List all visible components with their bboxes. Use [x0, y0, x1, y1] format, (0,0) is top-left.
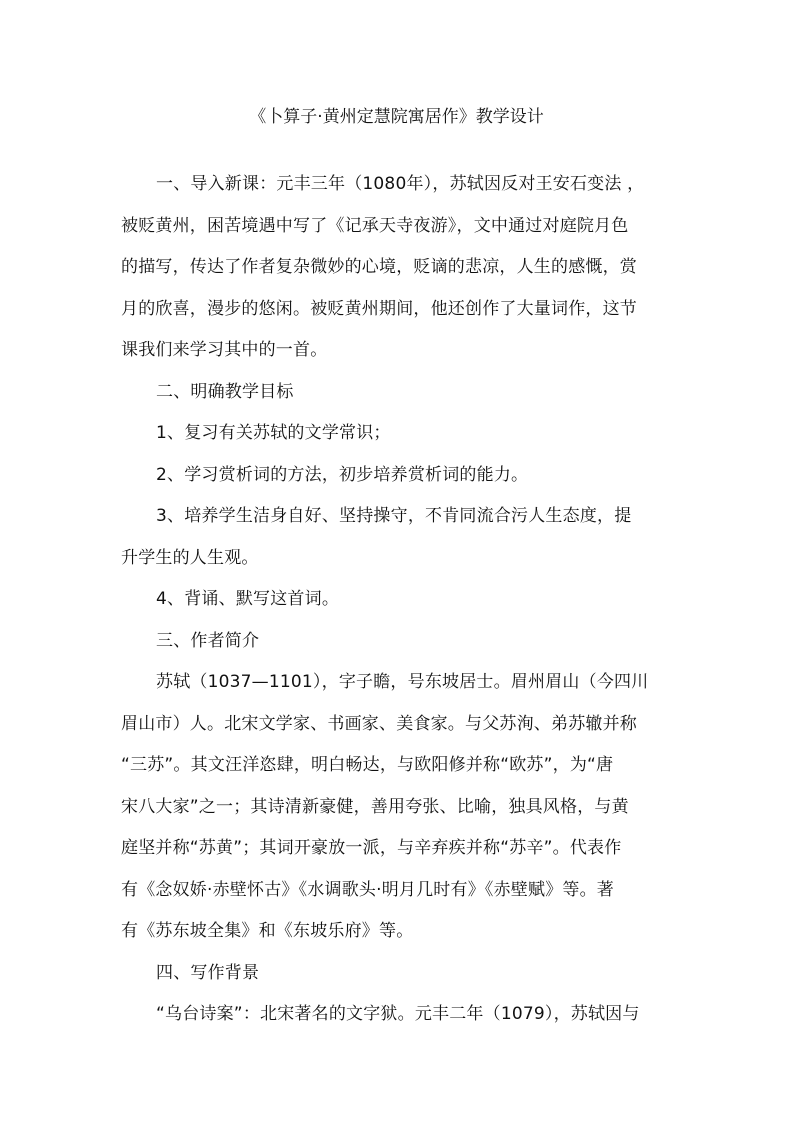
intro-line-4: 月的欣喜，漫步的悠闲。被贬黄州期间，他还创作了大量词作，这节: [121, 299, 637, 319]
section-heading-objectives: 二、明确教学目标: [156, 382, 294, 402]
document-title: 《卜算子·黄州定慧院寓居作》教学设计: [249, 107, 544, 127]
author-line-7: 有《苏东坡全集》和《东坡乐府》等。: [121, 921, 414, 941]
intro-line-1: 一、导入新课：元丰三年（1080年），苏轼因反对王安石变法 ，: [156, 174, 645, 194]
intro-line-5: 课我们来学习其中的一首。: [121, 340, 328, 360]
author-line-2: 眉山市）人。北宋文学家、书画家、美食家。与父苏洵、弟苏辙并称: [121, 714, 637, 734]
section-heading-background: 四、写作背景: [156, 963, 260, 983]
objective-item-1: 1、复习有关苏轼的文学常识；: [156, 423, 391, 443]
author-line-3: “三苏”。其文汪洋恣肆，明白畅达，与欧阳修并称“欧苏”，为“唐: [121, 755, 614, 775]
author-line-5: 庭坚并称“苏黄”；其词开豪放一派，与辛弃疾并称“苏辛”。代表作: [121, 838, 622, 858]
objective-item-3-line-2: 升学生的人生观。: [121, 548, 259, 568]
author-line-1: 苏轼（1037—1101），字子瞻，号东坡居士。眉州眉山（今四川: [156, 672, 649, 692]
intro-line-2: 被贬黄州，困苦境遇中写了《记承天寺夜游》，文中通过对庭院月色: [121, 216, 629, 236]
objective-item-3-line-1: 3、培养学生洁身自好、坚持操守，不肯同流合污人生态度，提: [156, 506, 632, 526]
intro-line-3: 的描写，传达了作者复杂微妙的心境，贬谪的悲凉，人生的感慨，赏: [121, 257, 637, 277]
author-line-6: 有《念奴娇·赤壁怀古》《水调歌头·明月几时有》《赤壁赋》等。著: [121, 880, 615, 900]
objective-item-2: 2、学习赏析词的方法，初步培养赏析词的能力。: [156, 465, 529, 485]
background-line-1: “乌台诗案”：北宋著名的文字狱。元丰二年（1079），苏轼因与: [156, 1004, 640, 1024]
objective-item-4: 4、背诵、默写这首词。: [156, 589, 340, 609]
section-heading-author: 三、作者简介: [156, 631, 260, 651]
author-line-4: 宋八大家”之一；其诗清新豪健，善用夸张、比喻，独具风格，与黄: [121, 797, 629, 817]
